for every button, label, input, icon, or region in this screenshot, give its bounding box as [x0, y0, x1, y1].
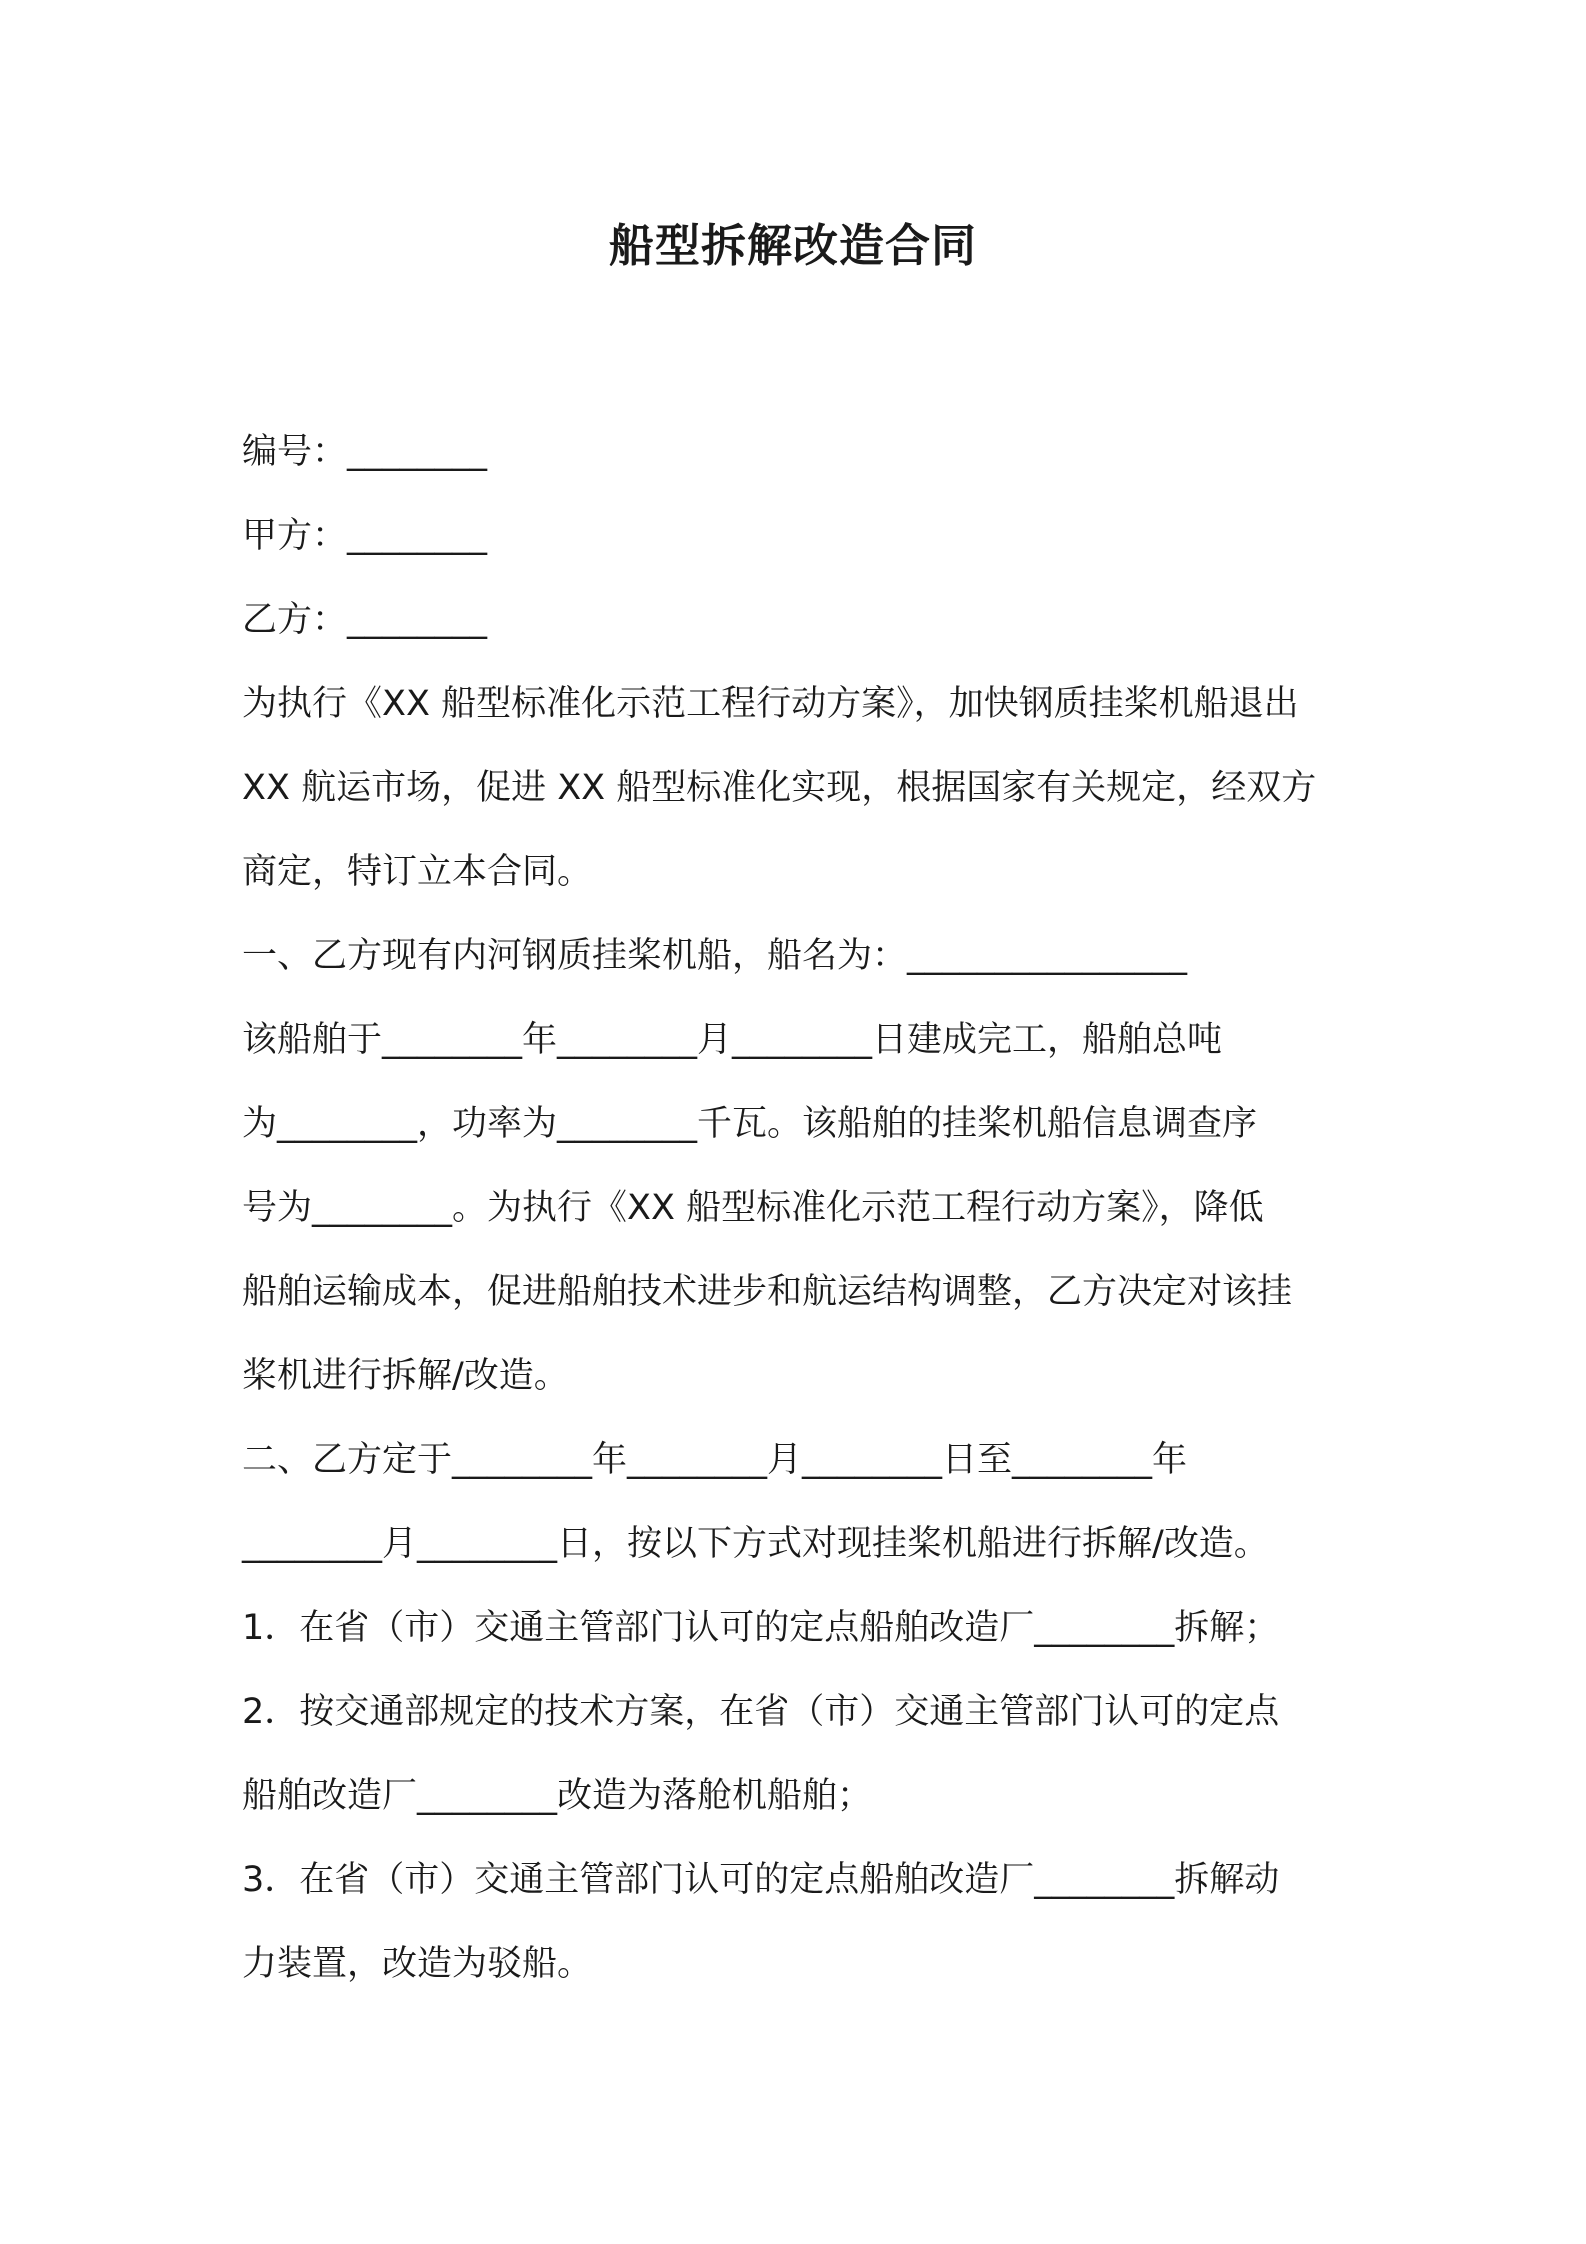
option-3-line: 力装置，改造为驳船。: [242, 1944, 593, 1984]
clause-1-line: 桨机进行拆解/改造。: [242, 1356, 569, 1396]
clause-1-line: 一、乙方现有内河钢质挂桨机船，船名为：________________: [242, 936, 1188, 976]
preamble-line: 为执行《XX 船型标准化示范工程行动方案》，加快钢质挂桨机船退出: [242, 684, 1299, 724]
clause-2-line: 二、乙方定于________年________月________日至________年: [242, 1440, 1188, 1480]
document-title: 船型拆解改造合同: [608, 219, 977, 272]
field-number: 编号：________: [242, 432, 488, 472]
clause-1-line: 为________，功率为________千瓦。该船舶的挂桨机船信息调查序: [242, 1104, 1258, 1144]
option-2-line: 船舶改造厂________改造为落舱机船舶；: [242, 1776, 873, 1816]
preamble-line: XX 航运市场，促进 XX 船型标准化实现，根据国家有关规定，经双方: [242, 768, 1317, 808]
preamble-line: 商定，特订立本合同。: [242, 852, 593, 892]
field-party-b: 乙方：________: [242, 600, 488, 640]
clause-2-line: ________月________日，按以下方式对现挂桨机船进行拆解/改造。: [242, 1524, 1269, 1564]
document-body: [242, 410, 1362, 2006]
option-3-line: 3．在省（市）交通主管部门认可的定点船舶改造厂________拆解动: [242, 1860, 1280, 1900]
option-2-line: 2．按交通部规定的技术方案，在省（市）交通主管部门认可的定点: [242, 1692, 1280, 1732]
clause-1-line: 船舶运输成本，促进船舶技术进步和航运结构调整，乙方决定对该挂: [242, 1272, 1293, 1312]
clause-1-line: 该船舶于________年________月________日建成完工，船舶总吨: [242, 1020, 1223, 1060]
field-party-a: 甲方：________: [242, 516, 488, 556]
option-1-line: 1．在省（市）交通主管部门认可的定点船舶改造厂________拆解；: [242, 1608, 1280, 1648]
clause-1-line: 号为________。为执行《XX 船型标准化示范工程行动方案》，降低: [242, 1188, 1264, 1228]
